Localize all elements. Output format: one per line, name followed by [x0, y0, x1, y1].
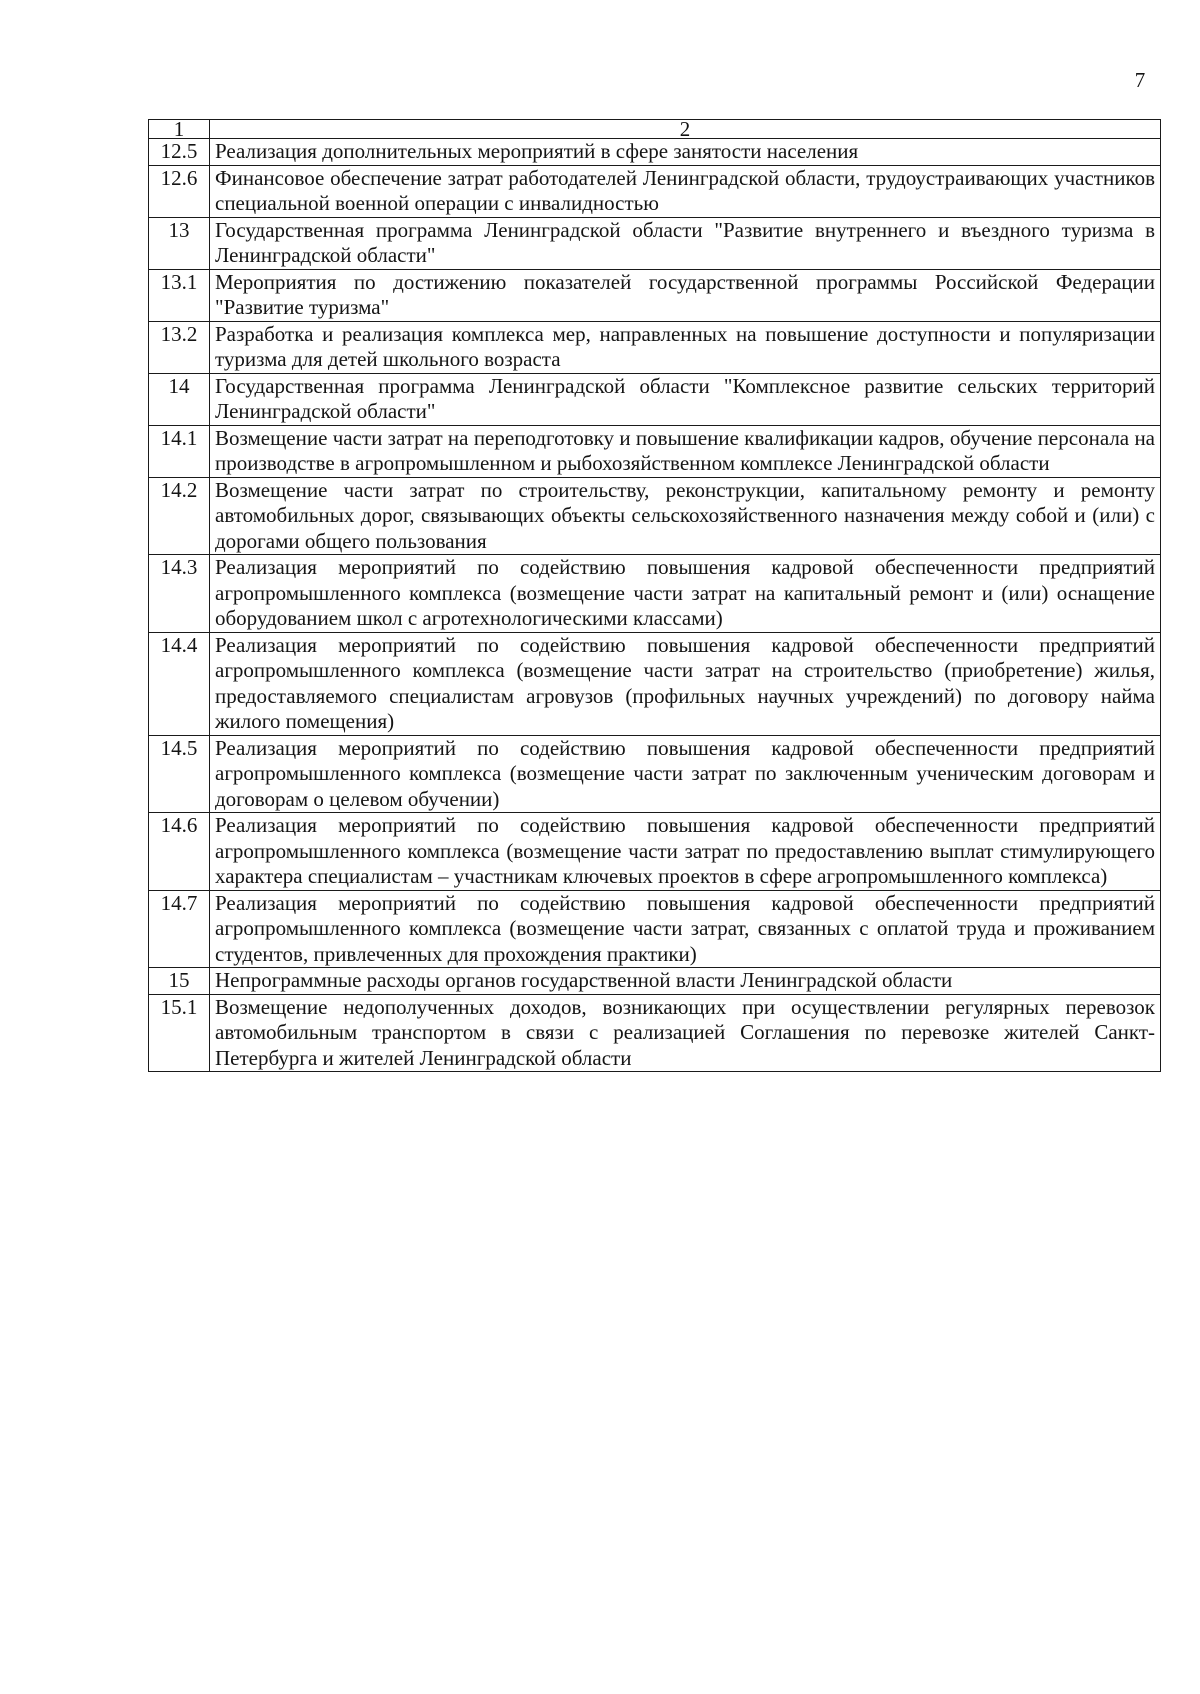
row-code: 14 [149, 373, 210, 425]
row-code: 14.1 [149, 425, 210, 477]
row-description: Реализация мероприятий по содействию повышения кадровой обеспеченности предприятий агропромышленного комплекса (возмещение части затрат, связанных с оплатой труда и проживанием студентов, привлеченных для прохождения практики) [210, 890, 1161, 968]
row-description: Реализация мероприятий по содействию повышения кадровой обеспеченности предприятий агропромышленного комплекса (возмещение части затрат по заключенным ученическим договорам и договорам о целевом обучении) [210, 735, 1161, 813]
row-description: Непрограммные расходы органов государственной власти Ленинградской области [210, 968, 1161, 995]
row-description: Реализация мероприятий по содействию повышения кадровой обеспеченности предприятий агропромышленного комплекса (возмещение части затрат на капитальный ремонт и (или) оснащение оборудованием школ с агротехнологическими классами) [210, 555, 1161, 633]
row-description: Государственная программа Ленинградской области "Комплексное развитие сельских территорий Ленинградской области" [210, 373, 1161, 425]
table-row [149, 555, 1161, 633]
row-description: Реализация мероприятий по содействию повышения кадровой обеспеченности предприятий агропромышленного комплекса (возмещение части затрат на строительство (приобретение) жилья, предоставляемого специалистам агровузов (профильных научных учреждений) по договору найма жилого помещения) [210, 632, 1161, 735]
table-row [149, 813, 1161, 891]
table-row [149, 321, 1161, 373]
row-code: 13.2 [149, 321, 210, 373]
table-row [149, 139, 1161, 166]
row-description: Реализация дополнительных мероприятий в сфере занятости населения [210, 139, 1161, 166]
row-description: Возмещение части затрат на переподготовку и повышение квалификации кадров, обучение персонала на производстве в агропромышленном и рыбохозяйственном комплексе Ленинградской области [210, 425, 1161, 477]
row-code: 15 [149, 968, 210, 995]
table-row [149, 373, 1161, 425]
table-row [149, 217, 1161, 269]
row-description: Разработка и реализация комплекса мер, направленных на повышение доступности и популяризации туризма для детей школьного возраста [210, 321, 1161, 373]
table-row [149, 968, 1161, 995]
row-description: Государственная программа Ленинградской области "Развитие внутреннего и въездного туризма в Ленинградской области" [210, 217, 1161, 269]
row-description: Финансовое обеспечение затрат работодателей Ленинградской области, трудоустраивающих участников специальной военной операции с инвалидностью [210, 165, 1161, 217]
table-row [149, 425, 1161, 477]
row-code: 12.5 [149, 139, 210, 166]
row-code: 14.7 [149, 890, 210, 968]
row-code: 14.6 [149, 813, 210, 891]
table-row [149, 735, 1161, 813]
page-number: 7 [1134, 68, 1146, 92]
expense-items-table [148, 119, 1161, 1072]
row-code: 12.6 [149, 165, 210, 217]
table-row [149, 477, 1161, 555]
row-code: 13 [149, 217, 210, 269]
row-code: 13.1 [149, 269, 210, 321]
column-number-2: 2 [210, 120, 1161, 139]
row-code: 14.3 [149, 555, 210, 633]
row-description: Реализация мероприятий по содействию повышения кадровой обеспеченности предприятий агропромышленного комплекса (возмещение части затрат по предоставлению выплат стимулирующего характера специалистам – участникам ключевых проектов в сфере агропромышленного комплекса) [210, 813, 1161, 891]
table-row [149, 165, 1161, 217]
row-code: 14.5 [149, 735, 210, 813]
row-code: 14.4 [149, 632, 210, 735]
row-code: 14.2 [149, 477, 210, 555]
table-row [149, 890, 1161, 968]
column-number-1: 1 [149, 120, 210, 139]
row-code: 15.1 [149, 994, 210, 1072]
row-description: Возмещение части затрат по строительству, реконструкции, капитальному ремонту и ремонту автомобильных дорог, связывающих объекты сельскохозяйственного назначения между собой и (или) с дорогами общего пользования [210, 477, 1161, 555]
row-description: Мероприятия по достижению показателей государственной программы Российской Федерации "Развитие туризма" [210, 269, 1161, 321]
row-description: Возмещение недополученных доходов, возникающих при осуществлении регулярных перевозок автомобильным транспортом в связи с реализацией Соглашения по перевозке жителей Санкт-Петербурга и жителей Ленинградской области [210, 994, 1161, 1072]
table-header-row [149, 120, 1161, 139]
table-row [149, 632, 1161, 735]
table-row [149, 994, 1161, 1072]
table-row [149, 269, 1161, 321]
